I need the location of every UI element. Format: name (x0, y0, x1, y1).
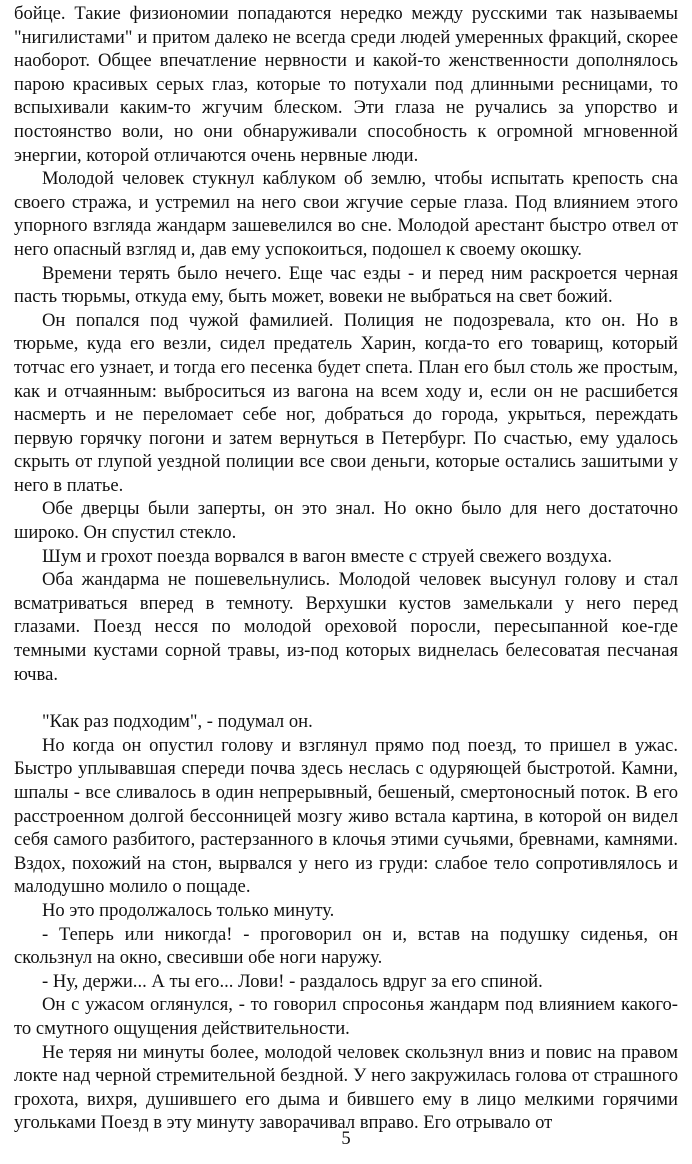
paragraph: "Как раз подходим", - подумал он. (42, 711, 313, 733)
page-number: 5 (341, 1128, 351, 1149)
body-text (14, 2, 678, 1135)
paragraph: Он попался под чужой фамилией. Полиция не подозревала, кто он. Но в тюрьме, куда его везли, сидел предатель Харин, когда-то его товарищ, который тотчас его узнает, и тогда его песенка будет спета. План его был столь же простым, как и отчаянным: выброситься из вагона на всем ходу и, если он не расшибется насмерть и не переломает себе ног, добраться до города, укрыться, переждать первую горячку погони и затем вернуться в Петербург. По счастью, ему удалось скрыть от глупой уездной полиции все свои деньги, которые остались зашитыми у него в платье. (14, 309, 678, 496)
paragraph: Не теряя ни минуты более, молодой человек скользнул вниз и повис на правом локте над черной стремительной бездной. У него закружилась голова от страшного грохота, вихря, душившего его дыма и бившего ему в лицо мелкими горячими угольками Поезд в эту минуту заворачивал вправо. Его отрывало от (14, 1041, 678, 1134)
paragraph: - Теперь или никогда! - проговорил он и, встав на подушку сиденья, он скользнул на окно, свесивши обе ноги наружу. (14, 923, 678, 969)
paragraph: Шум и грохот поезда ворвался в вагон вместе с струей свежего воздуха. (42, 545, 613, 567)
paragraph: Но когда он опустил голову и взглянул прямо под поезд, то пришел в ужас. Быстро уплывавшая спереди почва здесь неслась с одуряющей быстротой. Камни, шпалы - все сливалось в один непрерывный, бешеный, смертоносный поток. В его расстроенном долгой бессонницей мозгу живо встала картина, в которой он видел себя самого разбитого, растерзанного в клочья этими сучьями, бревнами, камнями. Вздох, похожий на стон, вырвался у него из груди: слабое тело сопротивлялось и малодушно молило о пощаде. (14, 734, 678, 898)
paragraph: Обе дверцы были заперты, он это знал. Но окно было для него достаточно широко. Он спустил стекло. (14, 498, 678, 544)
paragraph: - Ну, держи... А ты его... Лови! - раздалось вдруг за его спиной. (42, 970, 543, 992)
paragraph: Времени терять было нечего. Еще час езды - и перед ним раскроется черная пасть тюрьмы, откуда ему, быть может, вовеки не выбраться на свет божий. (14, 262, 678, 308)
paragraph: бойце. Такие физиономии попадаются нередко между русскими так называемы "нигилистами" и притом далеко не всегда среди людей умеренных фракций, скорее наоборот. Общее впечатление нервности и какой-то женственности дополнялось парою красивых серых глаз, которые то потухали под длинными ресницами, то вспыхивали каким-то жгучим блеском. Эти глаза не ручались за упорство и постоянство воли, но они обнаруживали способность к огромной мгновенной энергии, которой отличаются очень нервные люди. (14, 3, 678, 166)
paragraph: Но это продолжалось только минуту. (42, 899, 335, 921)
paragraph: Молодой человек стукнул каблуком об землю, чтобы испытать крепость сна своего стража, и устремил на него свои жгучие серые глаза. Под влиянием этого упорного взгляда жандарм зашевелился во сне. Молодой арестант быстро отвел от него опасный взгляд и, дав ему успокоиться, подошел к своему окошку. (14, 168, 678, 260)
paragraph: Он с ужасом оглянулся, - то говорил спросонья жандарм под влиянием какого-то смутного ощущения действительности. (14, 994, 678, 1039)
paragraph: Оба жандарма не пошевельнулись. Молодой человек высунул голову и стал всматриваться вперед в темноту. Верхушки кустов замелькали у него перед глазами. Поезд несся по молодой ореховой поросли, пересыпанной кое-где темными кустами сорной травы, из-под которых виднелась белесоватая песчаная ючва. (14, 569, 678, 685)
